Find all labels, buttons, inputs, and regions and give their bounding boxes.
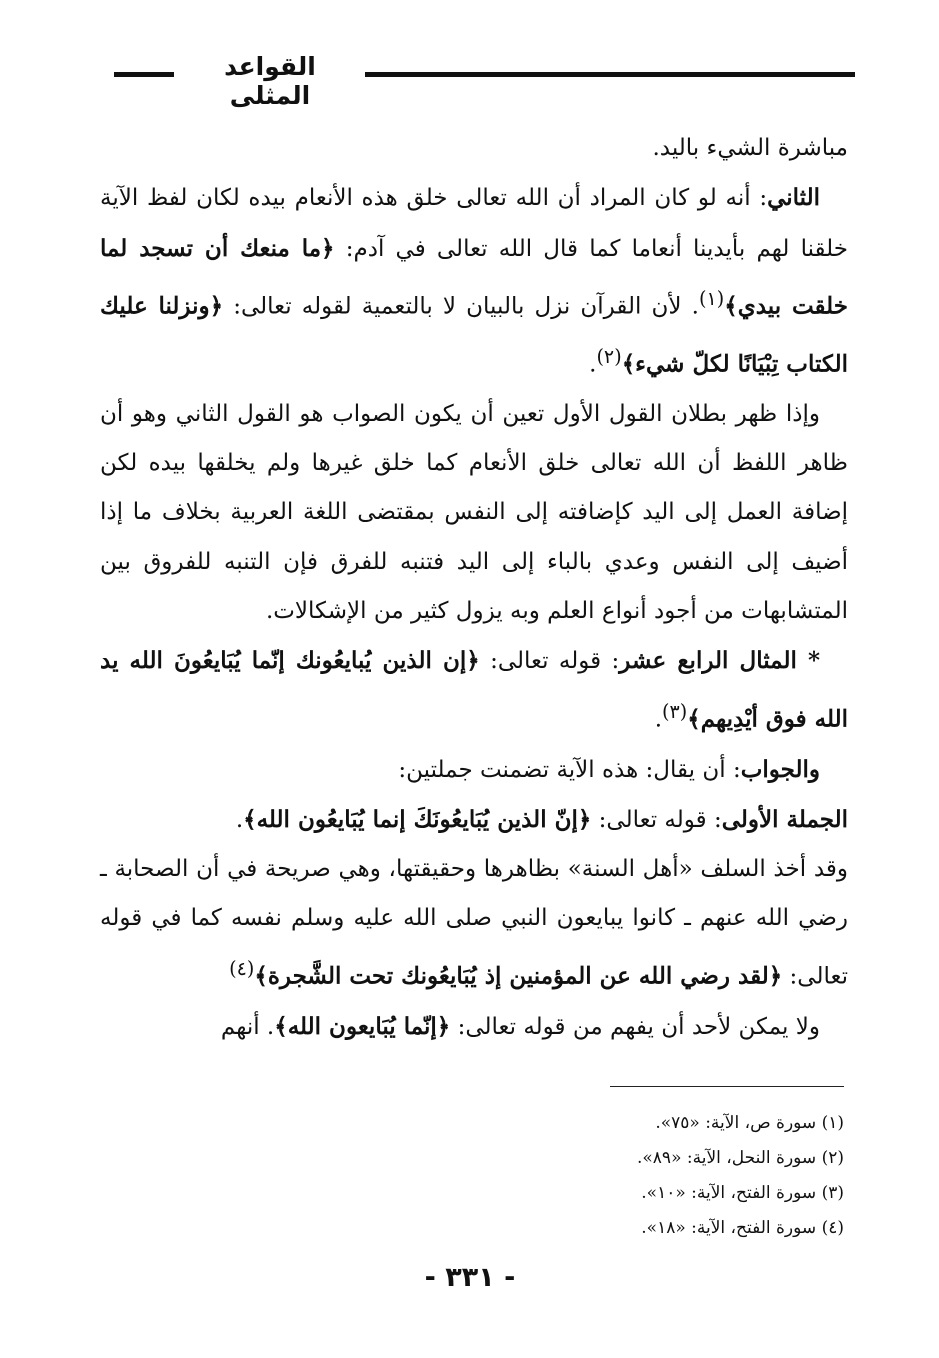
quran-quote: ﴿لقد رضي الله عن المؤمنين إذ يُبَايعُونك تحت الشَّجرة﴾ bbox=[254, 962, 783, 990]
paragraph-text: . bbox=[654, 706, 662, 733]
paragraph bbox=[100, 795, 848, 845]
paragraph-label: والجواب bbox=[740, 755, 820, 783]
header-rule-right bbox=[365, 72, 855, 77]
footnote-ref: (٢) bbox=[596, 344, 622, 368]
paragraph-text: وقد أخذ السلف «أهل السنة» بظاهرها وحقيقتها، وهي صريحة في أن الصحابة ـ رضي الله عنهم ـ كانوا يبايعون النبي صلى الله عليه وسلم نفسه كما في قوله تعالى: bbox=[100, 856, 848, 990]
footnote: (٤) سورة الفتح، الآية: «١٨». bbox=[641, 1218, 844, 1238]
footnote-ref: (٤) bbox=[229, 956, 255, 980]
paragraph bbox=[100, 173, 848, 390]
quran-quote: ﴿ما منعك أن تسجد لما خلقت بيدي﴾ bbox=[100, 234, 848, 320]
main-text bbox=[100, 124, 848, 1052]
paragraph bbox=[100, 390, 848, 636]
paragraph-text: . bbox=[589, 351, 597, 378]
paragraph-text: : أنه لو كان المراد أن الله تعالى خلق هذه الأنعام بيده لكان لفظ الآية خلقنا لهم بأيدينا أنعاما كما قال الله تعالى في آدم: bbox=[100, 185, 848, 262]
paragraph-text: . bbox=[235, 806, 244, 833]
paragraph bbox=[100, 845, 848, 1002]
header-rule-left bbox=[114, 72, 174, 77]
quran-quote: ﴿ونزلنا عليك الكتاب تِبْيَانًا لكلّ شيء﴾ bbox=[100, 292, 848, 378]
quran-quote: ﴿إن الذين يُبايعُونك إنّما يُبَايعُونَ الله يد الله فوق أيْدِيهم﴾ bbox=[100, 647, 848, 733]
quran-quote: ﴿إنّما يُبَايعون الله﴾ bbox=[274, 1012, 451, 1040]
paragraph-text: : أن يقال: هذه الآية تضمنت جملتين: bbox=[398, 756, 741, 783]
footnote-ref: (١) bbox=[698, 286, 725, 310]
footnote-ref: (٣) bbox=[662, 699, 688, 723]
paragraph-text: . أنهم bbox=[220, 1013, 275, 1040]
paragraph bbox=[100, 1002, 848, 1052]
paragraph bbox=[100, 636, 848, 744]
paragraph-text: مباشرة الشيء باليد. bbox=[652, 135, 848, 161]
footnote: (٣) سورة الفتح، الآية: «١٠». bbox=[641, 1183, 844, 1203]
paragraph-label: الثاني bbox=[767, 184, 820, 212]
footnote: (٢) سورة النحل، الآية: «٨٩». bbox=[636, 1148, 844, 1168]
paragraph bbox=[100, 124, 848, 173]
paragraph bbox=[100, 745, 848, 795]
header-title: القواعد المثلى bbox=[224, 52, 316, 110]
footnote: (١) سورة ص، الآية: «٧٥». bbox=[655, 1113, 844, 1133]
paragraph-text: . لأن القرآن نزل بالبيان لا بالتعمية لقوله تعالى: bbox=[223, 293, 699, 320]
paragraph-text: : قوله تعالى: bbox=[479, 648, 620, 675]
example-heading: * المثال الرابع عشر bbox=[619, 647, 820, 675]
paragraph-text: : قوله تعالى: bbox=[591, 806, 722, 833]
page-number: - ٣٣١ - bbox=[424, 1262, 516, 1293]
footnotes bbox=[430, 1106, 844, 1246]
paragraph-text: وإذا ظهر بطلان القول الأول تعين أن يكون الصواب هو القول الثاني وهو أن ظاهر اللفظ أن الله تعالى خلق الأنعام كما خلق غيرها ولم يخلقها بيده لكن إضافة العمل إلى اليد كإضافته إلى النفس بمقتضى اللغة العربية بخلاف ما إذا أضيف إلى النفس وعدي بالباء إلى اليد فتنبه للفرق فإن التنبه للفروق بين المتشابهات من أجود أنواع العلم وبه يزول كثير من الإشكالات. bbox=[100, 400, 848, 624]
quran-quote: ﴿إنّ الذين يُبَايعُونَكَ إنما يُبَايعُون الله﴾ bbox=[243, 805, 592, 833]
paragraph-label: الجملة الأولى bbox=[721, 805, 848, 833]
footnote-separator bbox=[610, 1086, 844, 1087]
paragraph-text: ولا يمكن لأحد أن يفهم من قوله تعالى: bbox=[450, 1013, 820, 1040]
running-header bbox=[100, 52, 860, 110]
